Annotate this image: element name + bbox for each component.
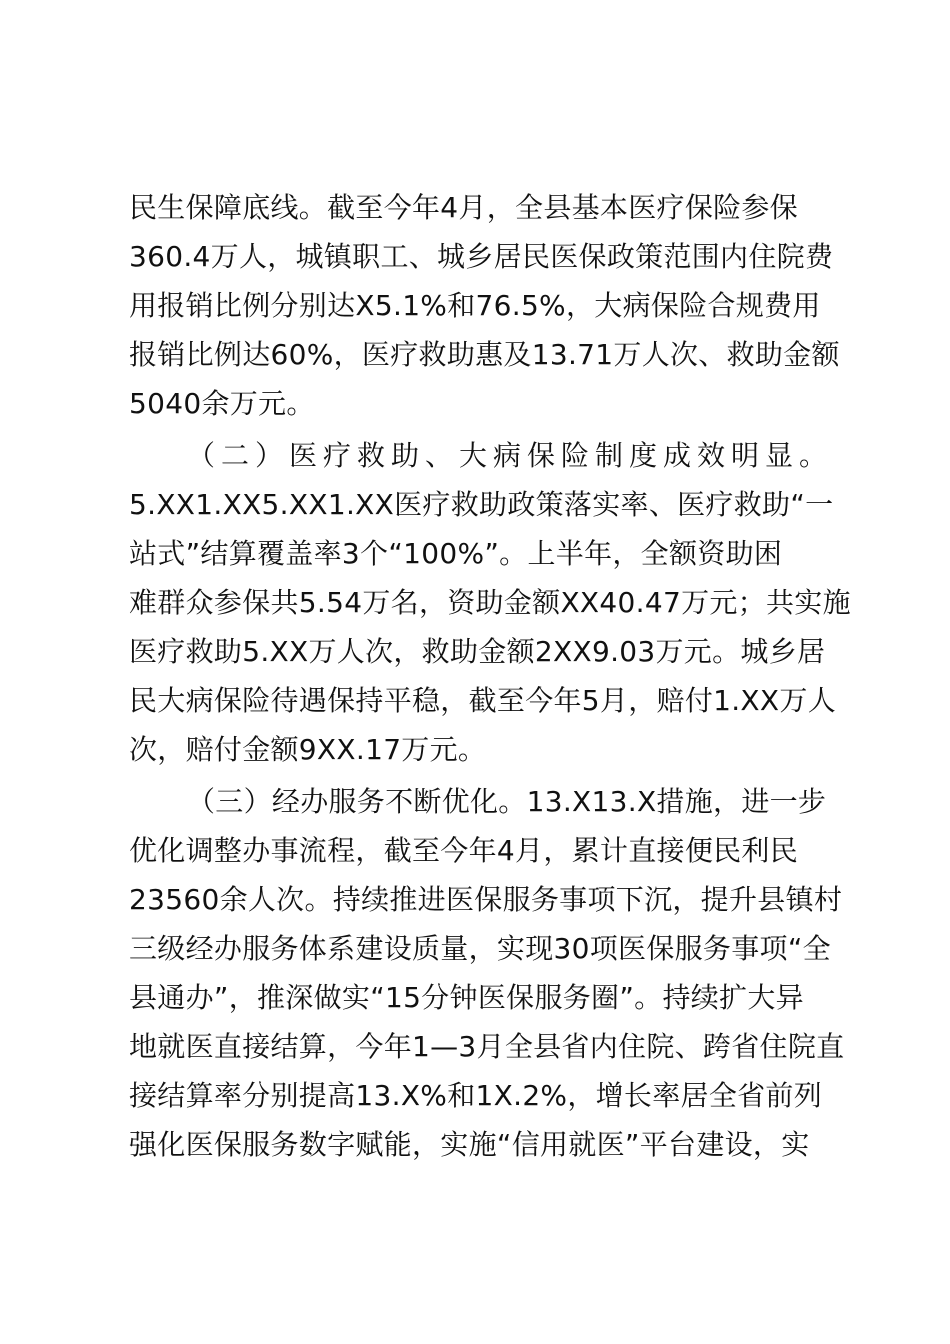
text-line: 三级经办服务体系建设质量，实现30项医保服务事项“全 — [129, 932, 831, 965]
section-heading: （二）医疗救助、大病保险制度成效明显。 — [187, 439, 834, 472]
text-line: 用报销比例分别达X5.1%和76.5%，大病保险合规费用 — [129, 289, 821, 322]
text-line: 次，赔付金额9XX.17万元。 — [129, 733, 487, 766]
text-line: 5.XX1.XX5.XX1.XX医疗救助政策落实率、医疗救助“一 — [129, 488, 834, 521]
text-line: 接结算率分别提高13.X%和1X.2%，增长率居全省前列 — [129, 1079, 823, 1112]
text-line: 强化医保服务数字赋能，实施“信用就医”平台建设，实 — [129, 1128, 810, 1161]
text-line: 报销比例达60%，医疗救助惠及13.71万人次、救助金额 — [129, 338, 840, 371]
text-line: 5040余万元。 — [129, 387, 315, 420]
text-line: 站式”结算覆盖率3个“100%”。上半年，全额资助困 — [129, 537, 783, 570]
text-line: 民大病保险待遇保持平稳，截至今年5月，赔付1.XX万人 — [129, 684, 836, 717]
text-line: 难群众参保共5.54万名，资助金额XX40.47万元；共实施 — [129, 586, 851, 619]
text-line: 县通办”，推深做实“15分钟医保服务圈”。持续扩大异 — [129, 981, 804, 1014]
text-line: 23560余人次。持续推进医保服务事项下沉，提升县镇村 — [129, 883, 843, 916]
text-line: 医疗救助5.XX万人次，救助金额2XX9.03万元。城乡居 — [129, 635, 826, 668]
text-line: 优化调整办事流程，截至今年4月，累计直接便民利民 — [129, 834, 799, 867]
section-heading: （三）经办服务不断优化。13.X13.X措施，进一步 — [187, 785, 827, 818]
text-line: 民生保障底线。截至今年4月，全县基本医疗保险参保 — [129, 191, 799, 224]
text-line: 地就医直接结算，今年1—3月全县省内住院、跨省住院直 — [129, 1030, 845, 1063]
text-line: 360.4万人，城镇职工、城乡居民医保政策范围内住院费 — [129, 240, 834, 273]
